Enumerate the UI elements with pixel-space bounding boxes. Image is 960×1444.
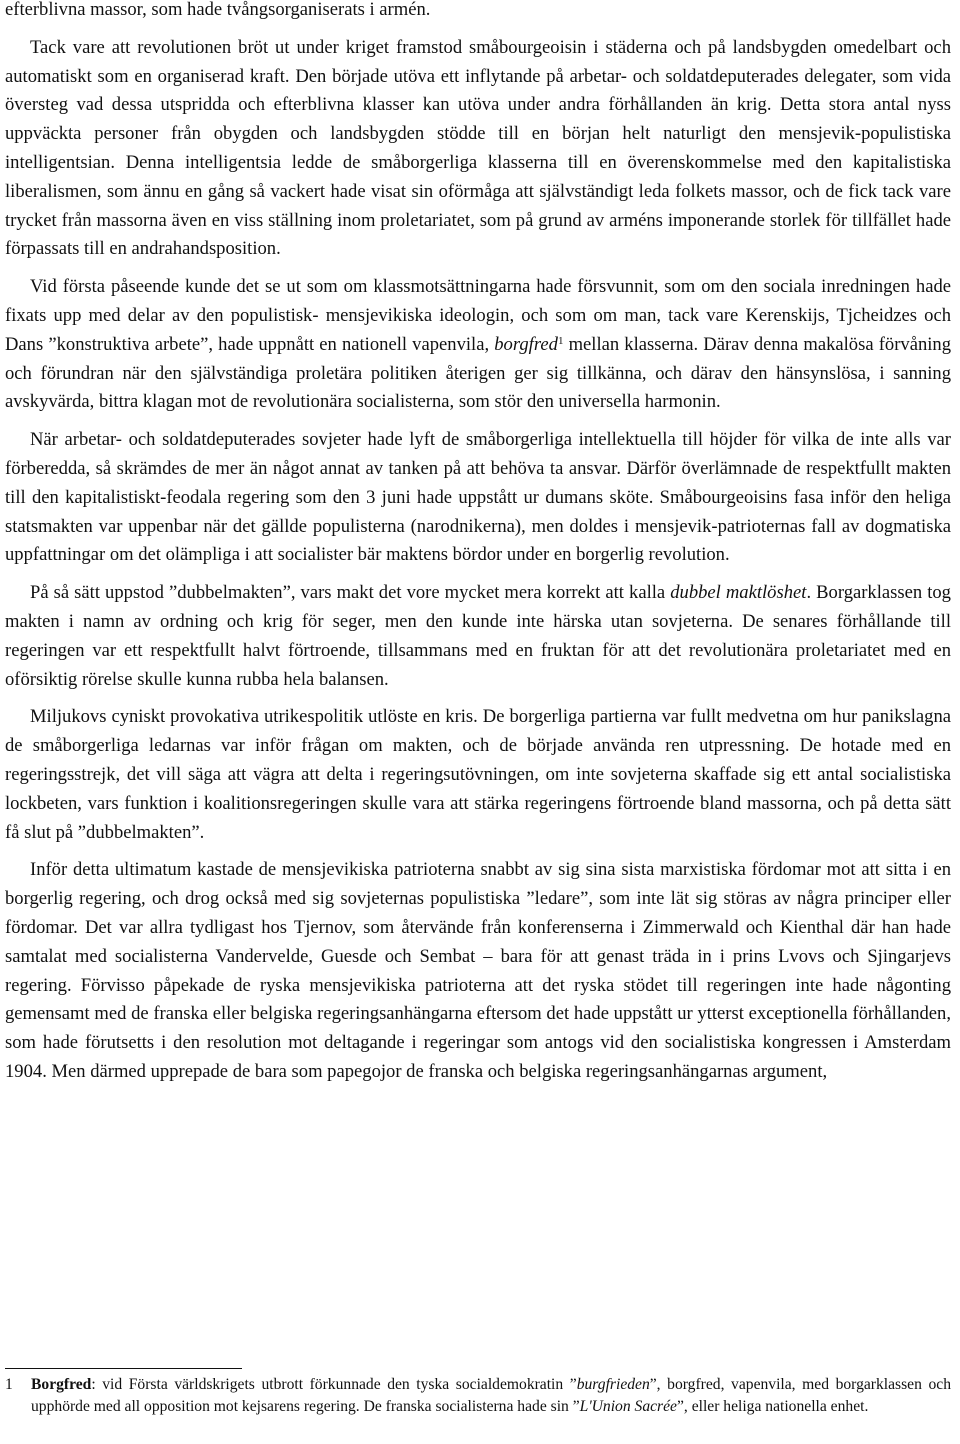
text-run: efterblivna massor, som hade tvångsorganiserats i armén.	[5, 0, 431, 20]
paragraph	[5, 0, 951, 25]
text-run: Inför detta ultimatum kastade de mensjevikiska patrioterna snabbt av sig sina sista marxistiska fördomar mot att sitta i en borgerlig regering, och drog också med sig sovjeternas populistiska ”ledare”, som inte lät sig störas av några principer eller fördomar. Det var allra tydligast hos Tjernov, som återvände från konferenserna i Zimmerwald och Kienthal där han hade samtalat med socialisterna Vandervelde, Guesde och Sembat – bara för att genast träda in i prins Lvovs och Sjingarjevs regering. Förvisso påpekade de ryska mensjevikiska patrioterna att det ryska stödet till regeringen inte hade någonting gemensamt med de franska eller belgiska regeringsanhängarna eftersom det hade uppstått ur ytterst exceptionella förhållanden, som hade förutsetts i den resolution mot deltagande i regeringar som antogs vid den socialistiska kongressen i Amsterdam 1904. Men därmed upprepade de bara som papegojor de franska och belgiska regeringsanhängarnas argument,	[5, 859, 951, 1082]
footnote-separator	[5, 1368, 242, 1369]
text-run: Tack vare att revolutionen bröt ut under kriget framstod småbourgeoisin i städerna och på landsbygden omedelbart och automatiskt som en organiserad kraft. Den började utöva ett inflytande på arbetar- och soldatdeputerades delegater, som vida översteg vad dessa utspridda och efterblivna klasser kan utöva under andra förhållanden än krig. Detta stora antal nyss uppväckta personer från obygden och landsbygden stödde till en början helt naturligt den mensjevik-populistiska intelligentsian. Denna intelligentsia ledde de småborgerliga klasserna till en överenskommelse med den kapitalistiska liberalismen, som ännu en gång så vackert hade visat sin oförmåga att självständigt leda folkets massor, och de fick tack vare trycket från massorna även en viss ställning inom proletariatet, som på grund av arméns imponerande storlek för tillfället hade förpassats till en andrahandsposition.	[5, 36, 951, 260]
footnote-text	[31, 1376, 951, 1415]
paragraph	[5, 579, 951, 694]
footnote	[5, 1374, 951, 1417]
text-run: . Borgarklassen tog makten i namn av ordning och krig för seger, men den kunde inte härska utan sovjeterna. De senares förhållande till regeringen var ett respektfullt halvt förtroende, tillsammans med en fruktan för att det revolutionära proletariatet med en oförsiktig rörelse skulle kunna rubba hela balansen.	[5, 582, 951, 690]
text-run: På så sätt uppstod ”dubbelmakten”, vars makt det vore mycket mera korrekt att kalla	[30, 582, 671, 604]
italic-text-run: burgfrieden	[576, 1376, 650, 1393]
footnote-reference: 1	[557, 334, 564, 347]
text-run: Miljukovs cyniskt provokativa utrikespolitik utlöste en kris. De borgerliga partierna var fullt medvetna om hur panikslagna de småborgerliga ledarnas var inför frågan om makten, och de började använda ren utpressning. De hotade med en regeringsstrejk, det vill säga att vägra att delta i regeringsutövningen, om inte sovjeterna skaffade sig ett antal socialistiska lockbeten, vars funktion i koalitionsregeringen skulle vara att stärka regeringens förtroende bland massorna, och på detta sätt få slut på ”dubbelmakten”.	[5, 706, 951, 843]
text-run: : vid Första världskrigets utbrott förkunnade den tyska socialdemokratin ”	[91, 1376, 577, 1393]
italic-text-run: dubbel maktlöshet	[670, 582, 807, 604]
italic-text-run: L'Union Sacrée	[579, 1397, 677, 1415]
paragraph	[5, 426, 951, 570]
body-text	[5, 0, 951, 1087]
text-run: mellan klasserna. Därav denna makalösa förvåning och förundran när den självständiga proletära politiken återigen ger sig tillkänna, och därav den hänsynslösa, i sanning avskyvärda, bittra klagan mot de revolutionära socialisterna, som stör den universella harmonin.	[5, 333, 951, 413]
bold-text-run: Borgfred	[31, 1376, 92, 1393]
text-run: ”, borgfred, vapenvila, med borgarklassen och upphörde med all opposition mot kejsarens regering. De franska socialisterna hade sin ”	[31, 1376, 951, 1415]
paragraph	[5, 34, 951, 264]
text-run: När arbetar- och soldatdeputerades sovjeter hade lyft de småborgerliga intellektuella till höjder för vilka de inte alls var förberedda, så skrämdes de mer än något annat av tanken på att behöva ta ansvar. Därför överlämnade de respektfullt makten till den kapitalistiskt-feodala regering som den 3 juni hade uppstått ur dumans sköte. Småbourgeoisins fasa inför den heliga statsmakten var uppenbar när det gällde populisterna (narodnikerna), men doldes i mensjevik-patrioternas fall av dogmatiska uppfattningar om det olämpliga i att socialister bär maktens bördor under en borgerlig revolution.	[5, 429, 951, 566]
paragraph	[5, 273, 951, 417]
footnote-number: 1	[5, 1376, 13, 1393]
paragraph	[5, 856, 951, 1086]
paragraph	[5, 703, 951, 847]
text-run: ”, eller heliga nationella enhet.	[676, 1397, 869, 1415]
italic-text-run: borgfred	[494, 333, 558, 355]
text-run: Vid första påseende kunde det se ut som om klassmotsättningarna hade försvunnit, som om den sociala inredningen hade fixats upp med delar av den populistisk- mensjevikiska ideologin, och som om man, tack vare Kerenskijs, Tjcheidzes och Dans ”konstruktiva arbete”, hade uppnått en nationell vapenvila,	[5, 276, 951, 355]
